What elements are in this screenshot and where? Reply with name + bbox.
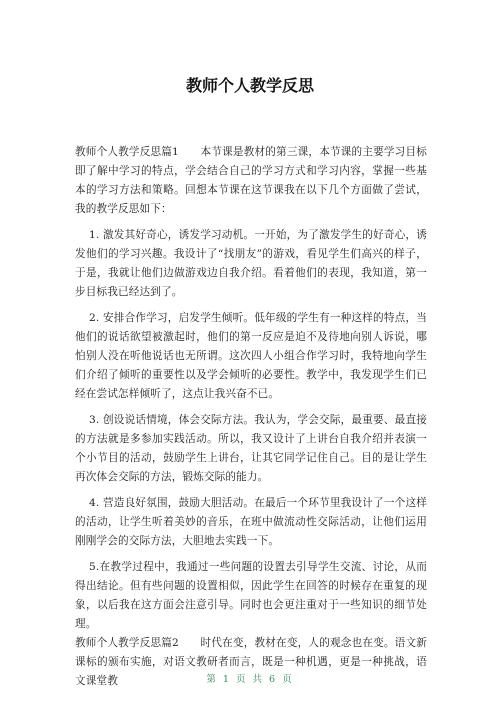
document-title: 教师个人教学反思 bbox=[185, 76, 314, 95]
page-number-footer: 第 1 页 共 6 页 bbox=[206, 674, 294, 685]
paragraph-section-2: 教师个人教学反思篇2 时代在变，教材在变，人的观念也在变。语文新课标的颁布实施，对语文教研者而言，既是一种机遇，更是一种挑战，语文课堂教 bbox=[75, 637, 427, 687]
paragraph-point-4: 4. 营造良好氛围，鼓励大胆活动。在最后一个环节里我设计了一个这样的活动，让学生听着美妙的音乐，在班中做流动性交际活动，让他们运用刚刚学会的交际方法，大胆地去实践一下。 bbox=[75, 497, 427, 547]
paragraph-point-5: 5.在教学过程中，我通过一些问题的设置去引导学生交流、讨论，从而得出结论。但有些问题的设置相似，因此学生在回答的时候存在重复的现象，以后我在这方面会注意引导。同时也会更注重对于一些知识的细节处理。 bbox=[75, 561, 427, 630]
paragraph-point-2: 2. 安排合作学习，启发学生倾听。低年级的学生有一种这样的特点，当他们的说话欲望被激起时，他们的第一反应是迫不及待地向别人诉说，哪怕别人没在听他说话也无所谓。这次四人小组合作学习时，我特地向学生们介绍了倾听的重要性以及学会倾听的必要性。教学中，我发现学生们已经在尝试怎样倾听了，这点让我兴奋不已。 bbox=[75, 312, 427, 400]
paragraph-point-3: 3. 创设说话情境，体会交际方法。我认为，学会交际，最重要、最直接的方法就是多参加实践活动。所以，我又设计了上讲台自我介绍并表演一个小节目的活动，鼓励学生上讲台，让其它同学记住自己。目的是让学生再次体会交际的方法，锻炼交际的能力。 bbox=[75, 414, 427, 483]
paragraph-point-1: 1. 激发其好奇心，诱发学习动机。一开始，为了激发学生的好奇心，诱发他们的学习兴趣。我设计了“找朋友”的游戏，看见学生们高兴的样子，于是，我就让他们边做游戏边自我介绍。看着他们的表现，我知道，第一步目标我已经达到了。 bbox=[75, 229, 427, 298]
paragraph-intro: 教师个人教学反思篇1 本节课是教材的第三课，本节课的主要学习目标即了解中学习的特点，学会结合自己的学习方式和学习内容，掌握一些基本的学习方法和策略。回想本节课在这节课我在以下几个方面做了尝试，我的教学反思如下： bbox=[75, 146, 427, 215]
document-body bbox=[75, 143, 427, 698]
